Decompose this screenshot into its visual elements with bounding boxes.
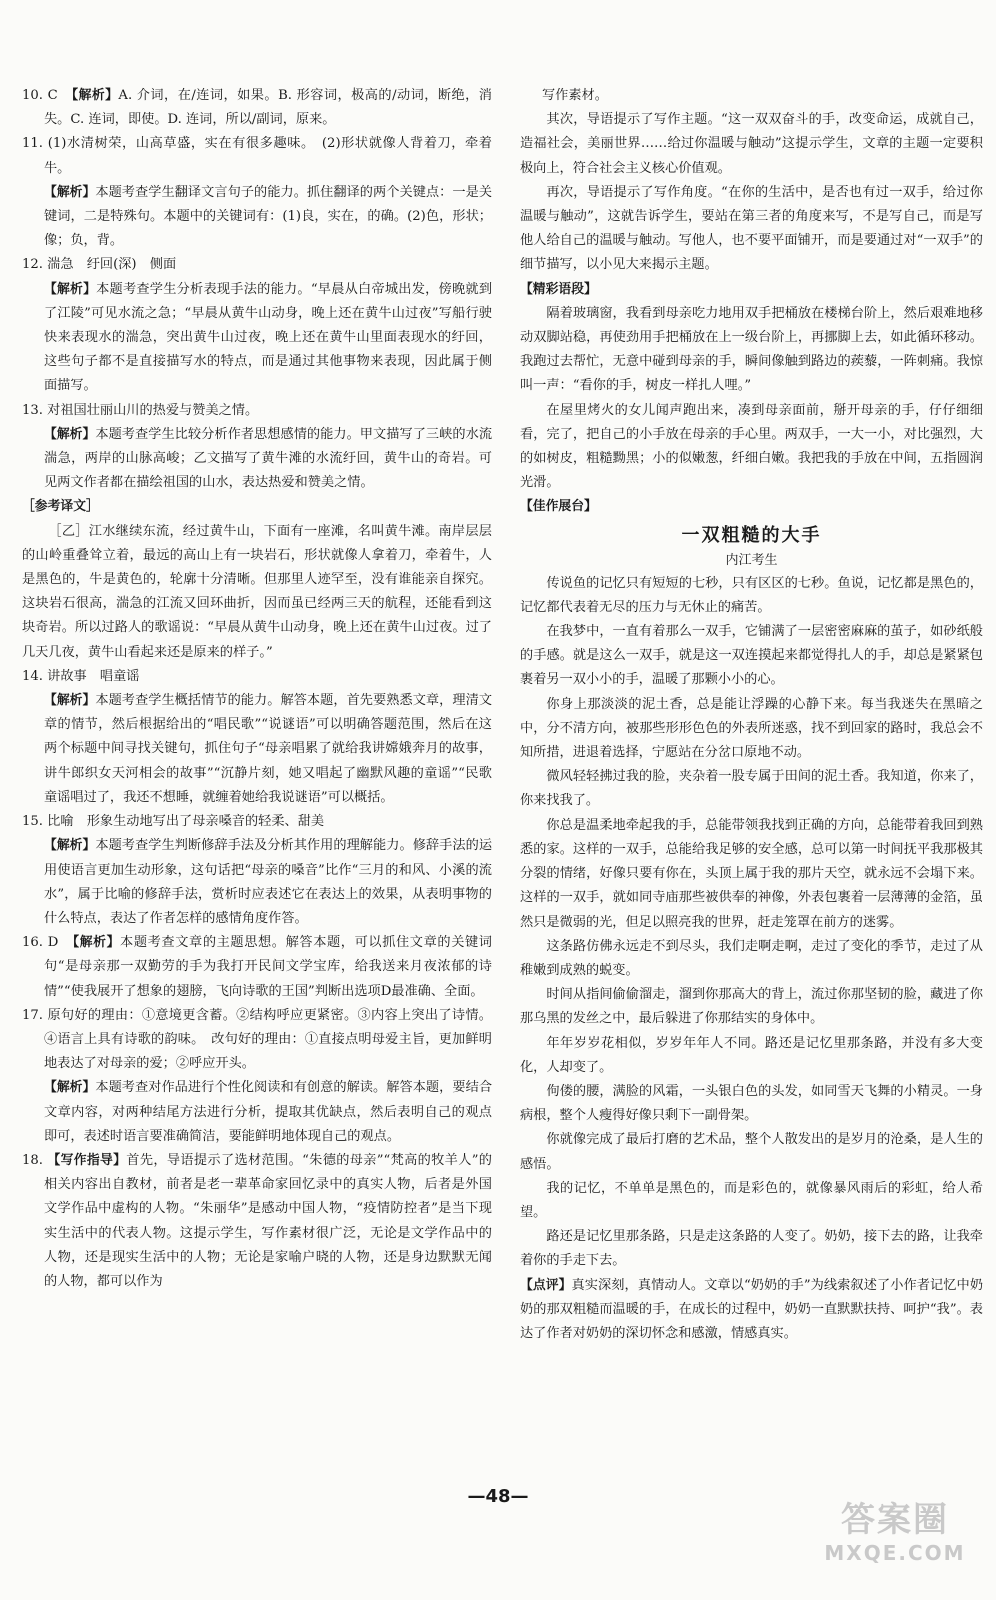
paragraph [22, 181, 492, 254]
essay-body [520, 572, 983, 1274]
essay-paragraph: 年年岁岁花相似，岁岁年年人不同。路还是记忆里那条路，并没有多大变化，人却变了。 [520, 1035, 983, 1075]
paragraph-text: 本题考查学生判断修辞手法及分析其作用的理解能力。修辞手法的运用使语言更加生动形象，这句话把“母亲的嗓音”比作“三月的和风、小溪的流水”，属于比喻的修辞手法，赏析时应表述它在表达上的效果，从表明事物的什么特点，表达了作者怎样的感情角度作答。 [44, 838, 493, 926]
essay-paragraph: 在我梦中，一直有着那么一双手，它铺满了一层密密麻麻的茧子，如砂纸般的手感。就是这么一双手，就是这一双连摸起来都觉得扎人的手，却总是紧紧包裹着另一双小小的手，温暖了那颗小小的心。 [520, 624, 983, 688]
paragraph [22, 810, 492, 834]
paragraph-text: 本题考查学生概括情节的能力。解答本题，首先要熟悉文章，理清文章的情节，然后根据给出的“唱民歌”“说谜语”可以明确答题范围，然后在这两个标题中间寻找关键句，抓住句子“母亲唱累了就给我讲嫦娥奔月的故事，讲牛郎织女天河相会的故事”“沉静片刻，她又唱起了幽默风趣的童谣”“民歌童谣唱过了，我还不想睡，就缠着她给我说谜语”可以概括。 [44, 693, 493, 805]
paragraph [22, 132, 492, 180]
comment-text: 真实深刻，真情动人。文章以“奶奶的手”为线索叙述了小作者记忆中奶奶的那双粗糙而温暖的手，在成长的过程中，奶奶一直默默扶持、呵护“我”。表达了作者对奶奶的深切怀念和感激，情感真实。 [520, 1277, 984, 1341]
paragraph-text: 首先，导语提示了选材范围。“朱德的母亲”“梵高的牧羊人”的相关内容出自教材，前者是老一辈革命家回忆录中的真实人物，后者是外国文学作品中虚构的人物。“朱丽华”是感动中国人物，“疫情防控者”是当下现实生活中的代表人物。这提示学生，写作素材很广泛，无论是文学作品中的人物，还是现实生活中的人物；无论是家喻户晓的人物，还是身边默默无闻的人物，都可以作为 [44, 1152, 492, 1289]
paragraph [22, 1076, 492, 1149]
essay-author: 内江考生 [725, 552, 778, 568]
watermark-url: MXQE.COM [824, 1541, 966, 1565]
paragraph [22, 1149, 492, 1294]
paragraph-text: 再次，导语提示了写作角度。“在你的生活中，是否也有过一双手，给过你温暖与触动”，这就告诉学生，要站在第三者的角度来写，不是写自己，而是写他人给自己的温暖与触动。写他人，也不要平面铺开，而是要通过对“一双手”的细节描写，以小见大来揭示主题。 [520, 184, 983, 273]
paragraph [22, 495, 492, 519]
essay-paragraph: 这条路仿佛永远走不到尽头，我们走啊走啊，走过了变化的季节，走过了从稚嫩到成熟的蜕变。 [520, 938, 983, 978]
essay-paragraph: 路还是记忆里那条路，只是走这条路的人变了。奶奶，接下去的路，让我牵着你的手走下去。 [520, 1229, 983, 1269]
essay-paragraph: 你身上那淡淡的泥土香，总是能让浮躁的心静下来。每当我迷失在黑暗之中，分不清方向，被那些形形色色的外表所迷惑，找不到回家的路时，我总会不知所措，进退着选择，宁愿站在分岔口原地不动。 [520, 696, 983, 761]
section-label: 【解析】 [44, 281, 97, 297]
paragraph [22, 253, 492, 277]
paragraph [520, 278, 983, 302]
paragraph [520, 302, 983, 399]
essay-paragraph: 你就像完成了最后打磨的艺术品，整个人散发出的是岁月的沧桑，是人生的感悟。 [520, 1132, 983, 1172]
paragraph-text: 14. 讲故事 唱童谣 [22, 668, 140, 684]
paragraph-text: 11. (1)水清树荣，山高草盛，实在有很多趣味。 (2)形状就像人背着刀，牵着牛。 [22, 136, 492, 176]
paragraph-text: A. 介词，在/连词，如果。B. 形容词，极高的/动词，断绝，消失。C. 连词，即使。D. 连词，所以/副词，原来。 [44, 88, 492, 128]
paragraph-text: 隔着玻璃窗，我看到母亲吃力地用双手把桶放在楼梯台阶上，然后艰难地移动双脚站稳，再使劲用手把桶放在上一级台阶上，再挪脚上去，如此循环移动。我跑过去帮忙，无意中碰到母亲的手，瞬间像触到路边的蒺藜，一阵刺痛。我惊叫一声：“看你的手，树皮一样扎人哩。” [520, 305, 983, 394]
section-label: 【精彩语段】 [520, 281, 597, 297]
answer-continuation [520, 84, 983, 520]
paragraph-text: 12. 湍急 纡回(深) 侧面 [22, 257, 177, 273]
paragraph-text: 本题考查对作品进行个性化阅读和有创意的解读。解答本题，要结合文章内容，对两种结尾方法进行分析，提取其优缺点，然后表明自己的观点即可，表述时语言要准确简洁，要能鲜明地体现自己的观点。 [44, 1080, 493, 1144]
essay-paragraph: 你总是温柔地牵起我的手，总能带领我找到正确的方向，总能带着我回到熟悉的家。这样的一双手，总能给我足够的安全感，总可以第一时间抚平我那极其分裂的情绪，好像只要有你在，头顶上属于我的那片天空，就永远不会塌下来。这样的一双手，就如同寺庙那些被供奉的神像，外表包裹着一层薄薄的金箔，虽然只是微弱的光，但足以照亮我的世界，赶走笼罩在前方的迷雾。 [520, 817, 983, 930]
paragraph-text: ［乙］江水继续东流，经过黄牛山，下面有一座滩，名叫黄牛滩。南岸层层的山岭重叠耸立着，最远的高山上有一块岩石，形状就像人拿着刀，牵着牛，人是黑色的，牛是黄色的，轮廓十分清晰。但那里人迹罕至，没有谁能亲自探究。这块岩石很高，湍急的江流又回环曲折，因而虽已经两三天的航程，还能看到这块奇岩。所以过路人的歌谣说：“早晨从黄牛山动身，晚上还在黄牛山过夜。过了几天几夜，黄牛山看起来还是原来的样子。” [22, 523, 492, 660]
essay-paragraph: 我的记忆，不单单是黑色的，而是彩色的，就像暴风雨后的彩虹，给人希望。 [520, 1180, 983, 1220]
paragraph [22, 399, 492, 423]
paragraph-text: 在屋里烤火的女儿闻声跑出来，凑到母亲面前，掰开母亲的手，仔仔细细看，完了，把自己的小手放在母亲的手心里。两双手，一大一小，对比强烈，大的如树皮，粗糙黝黑；小的似嫩葱，纤细白嫩。我把我的手放在中间，五指圆润光滑。 [520, 402, 983, 491]
essay-paragraph: 佝偻的腰，满脸的风霜，一头银白色的头发，如同雪天飞舞的小精灵。一身病根，整个人瘦得好像只剩下一副骨架。 [520, 1083, 983, 1124]
paragraph-text: 本题考查学生分析表现手法的能力。“早晨从白帝城出发，傍晚就到了江陵”可见水流之急；“早晨从黄牛山动身，晚上还在黄牛山过夜”写船行驶快来表现水的湍急，突出黄牛山过夜，晚上还在黄牛山里面表现水的纡回，这些句子都不是直接描写水的特点，而是通过其他事物来表现，因此属于侧面描写。 [44, 281, 493, 394]
paragraph [22, 665, 492, 689]
paragraph [520, 399, 983, 496]
page-number: —48— [467, 1486, 529, 1507]
section-label: 【解析】 [71, 88, 119, 103]
paragraph-text: 18. [22, 1152, 48, 1168]
paragraph-text: 本题考查学生比较分析作者思想感情的能力。甲文描写了三峡的水流湍急，两岸的山脉高峻；乙文描写了黄牛滩的水流纡回，黄牛山的奇岩。可见两文作者都在描绘祖国的山水，表达热爱和赞美之情。 [44, 426, 493, 491]
paragraph [520, 495, 983, 519]
section-label: 【解析】 [72, 935, 121, 951]
paragraph-text: 13. 对祖国壮丽山川的热爱与赞美之情。 [22, 402, 259, 418]
right-column [520, 84, 983, 1346]
section-label: 【解析】 [44, 426, 96, 442]
essay-title: 一双粗糙的大手 [681, 524, 822, 546]
section-label: ［参考译文］ [22, 499, 99, 515]
paragraph-text: 16. D [22, 935, 73, 951]
essay-comment [520, 1274, 983, 1347]
watermark-logo [820, 1500, 970, 1570]
paragraph [22, 423, 492, 496]
paragraph [22, 689, 492, 810]
essay-paragraph: 微风轻轻拂过我的脸，夹杂着一股专属于田间的泥土香。我知道，你来了，你来找我了。 [520, 769, 983, 809]
paragraph-text: 本题考查学生翻译文言句子的能力。抓住翻译的两个关键点：一是关键词，二是特殊句。本题中的关键词有：(1)良，实在，的确。(2)色，形状；像；负，背。 [44, 184, 493, 249]
section-label: 【解析】 [44, 693, 96, 709]
paragraph [520, 181, 983, 278]
essay-paragraph: 传说鱼的记忆只有短短的七秒，只有区区的七秒。鱼说，记忆都是黑色的，记忆都代表着无尽的压力与无休止的痛苦。 [520, 575, 983, 615]
section-label: 【写作指导】 [47, 1152, 127, 1168]
paragraph [22, 834, 492, 931]
paragraph [22, 1004, 492, 1077]
paragraph-text: 本题考查文章的主题思想。解答本题，可以抓住文章的关键词句“是母亲那一双勤劳的手为我打开民间文学宝库，给我送来月夜浓郁的诗情”“使我展开了想象的翅膀，飞向诗歌的王国”判断出选项D最准确、全面。 [44, 935, 492, 999]
left-column [22, 84, 492, 1294]
paragraph-text: 写作素材。 [542, 88, 608, 103]
section-label: 【佳作展台】 [520, 499, 597, 515]
paragraph-text: 其次，导语提示了写作主题。“这一双双奋斗的手，改变命运，成就自己，造福社会，美丽世界……给过你温暖与触动”这提示学生，文章的主题一定要积极向上，符合社会主义核心价值观。 [520, 112, 983, 176]
section-label: 【解析】 [44, 838, 96, 854]
paragraph [22, 84, 492, 132]
comment-label: 【点评】 [520, 1277, 572, 1293]
section-label: 【解析】 [44, 1080, 96, 1096]
paragraph [520, 84, 983, 108]
paragraph [22, 278, 492, 399]
paragraph-text: 15. 比喻 形象生动地写出了母亲嗓音的轻柔、甜美 [22, 814, 325, 830]
paragraph-text: 10. C [22, 88, 72, 103]
section-label: 【解析】 [44, 184, 96, 200]
paragraph [22, 520, 492, 665]
paragraph [22, 931, 492, 1004]
essay-paragraph: 时间从指间偷偷溜走，溜到你那高大的背上，流过你那坚韧的脸，藏进了你那乌黑的发丝之中，最后躲进了你那结实的身体中。 [520, 987, 983, 1027]
paragraph [520, 108, 983, 181]
paragraph-text: 17. 原句好的理由：①意境更含蓄。②结构呼应更紧密。③内容上突出了诗情。④语言上具有诗歌的韵味。 改句好的理由：①直接点明母爱主旨，更加鲜明地表达了对母亲的爱；②呼应开头。 [22, 1007, 492, 1072]
watermark-text: 答案圈 [841, 1500, 949, 1540]
